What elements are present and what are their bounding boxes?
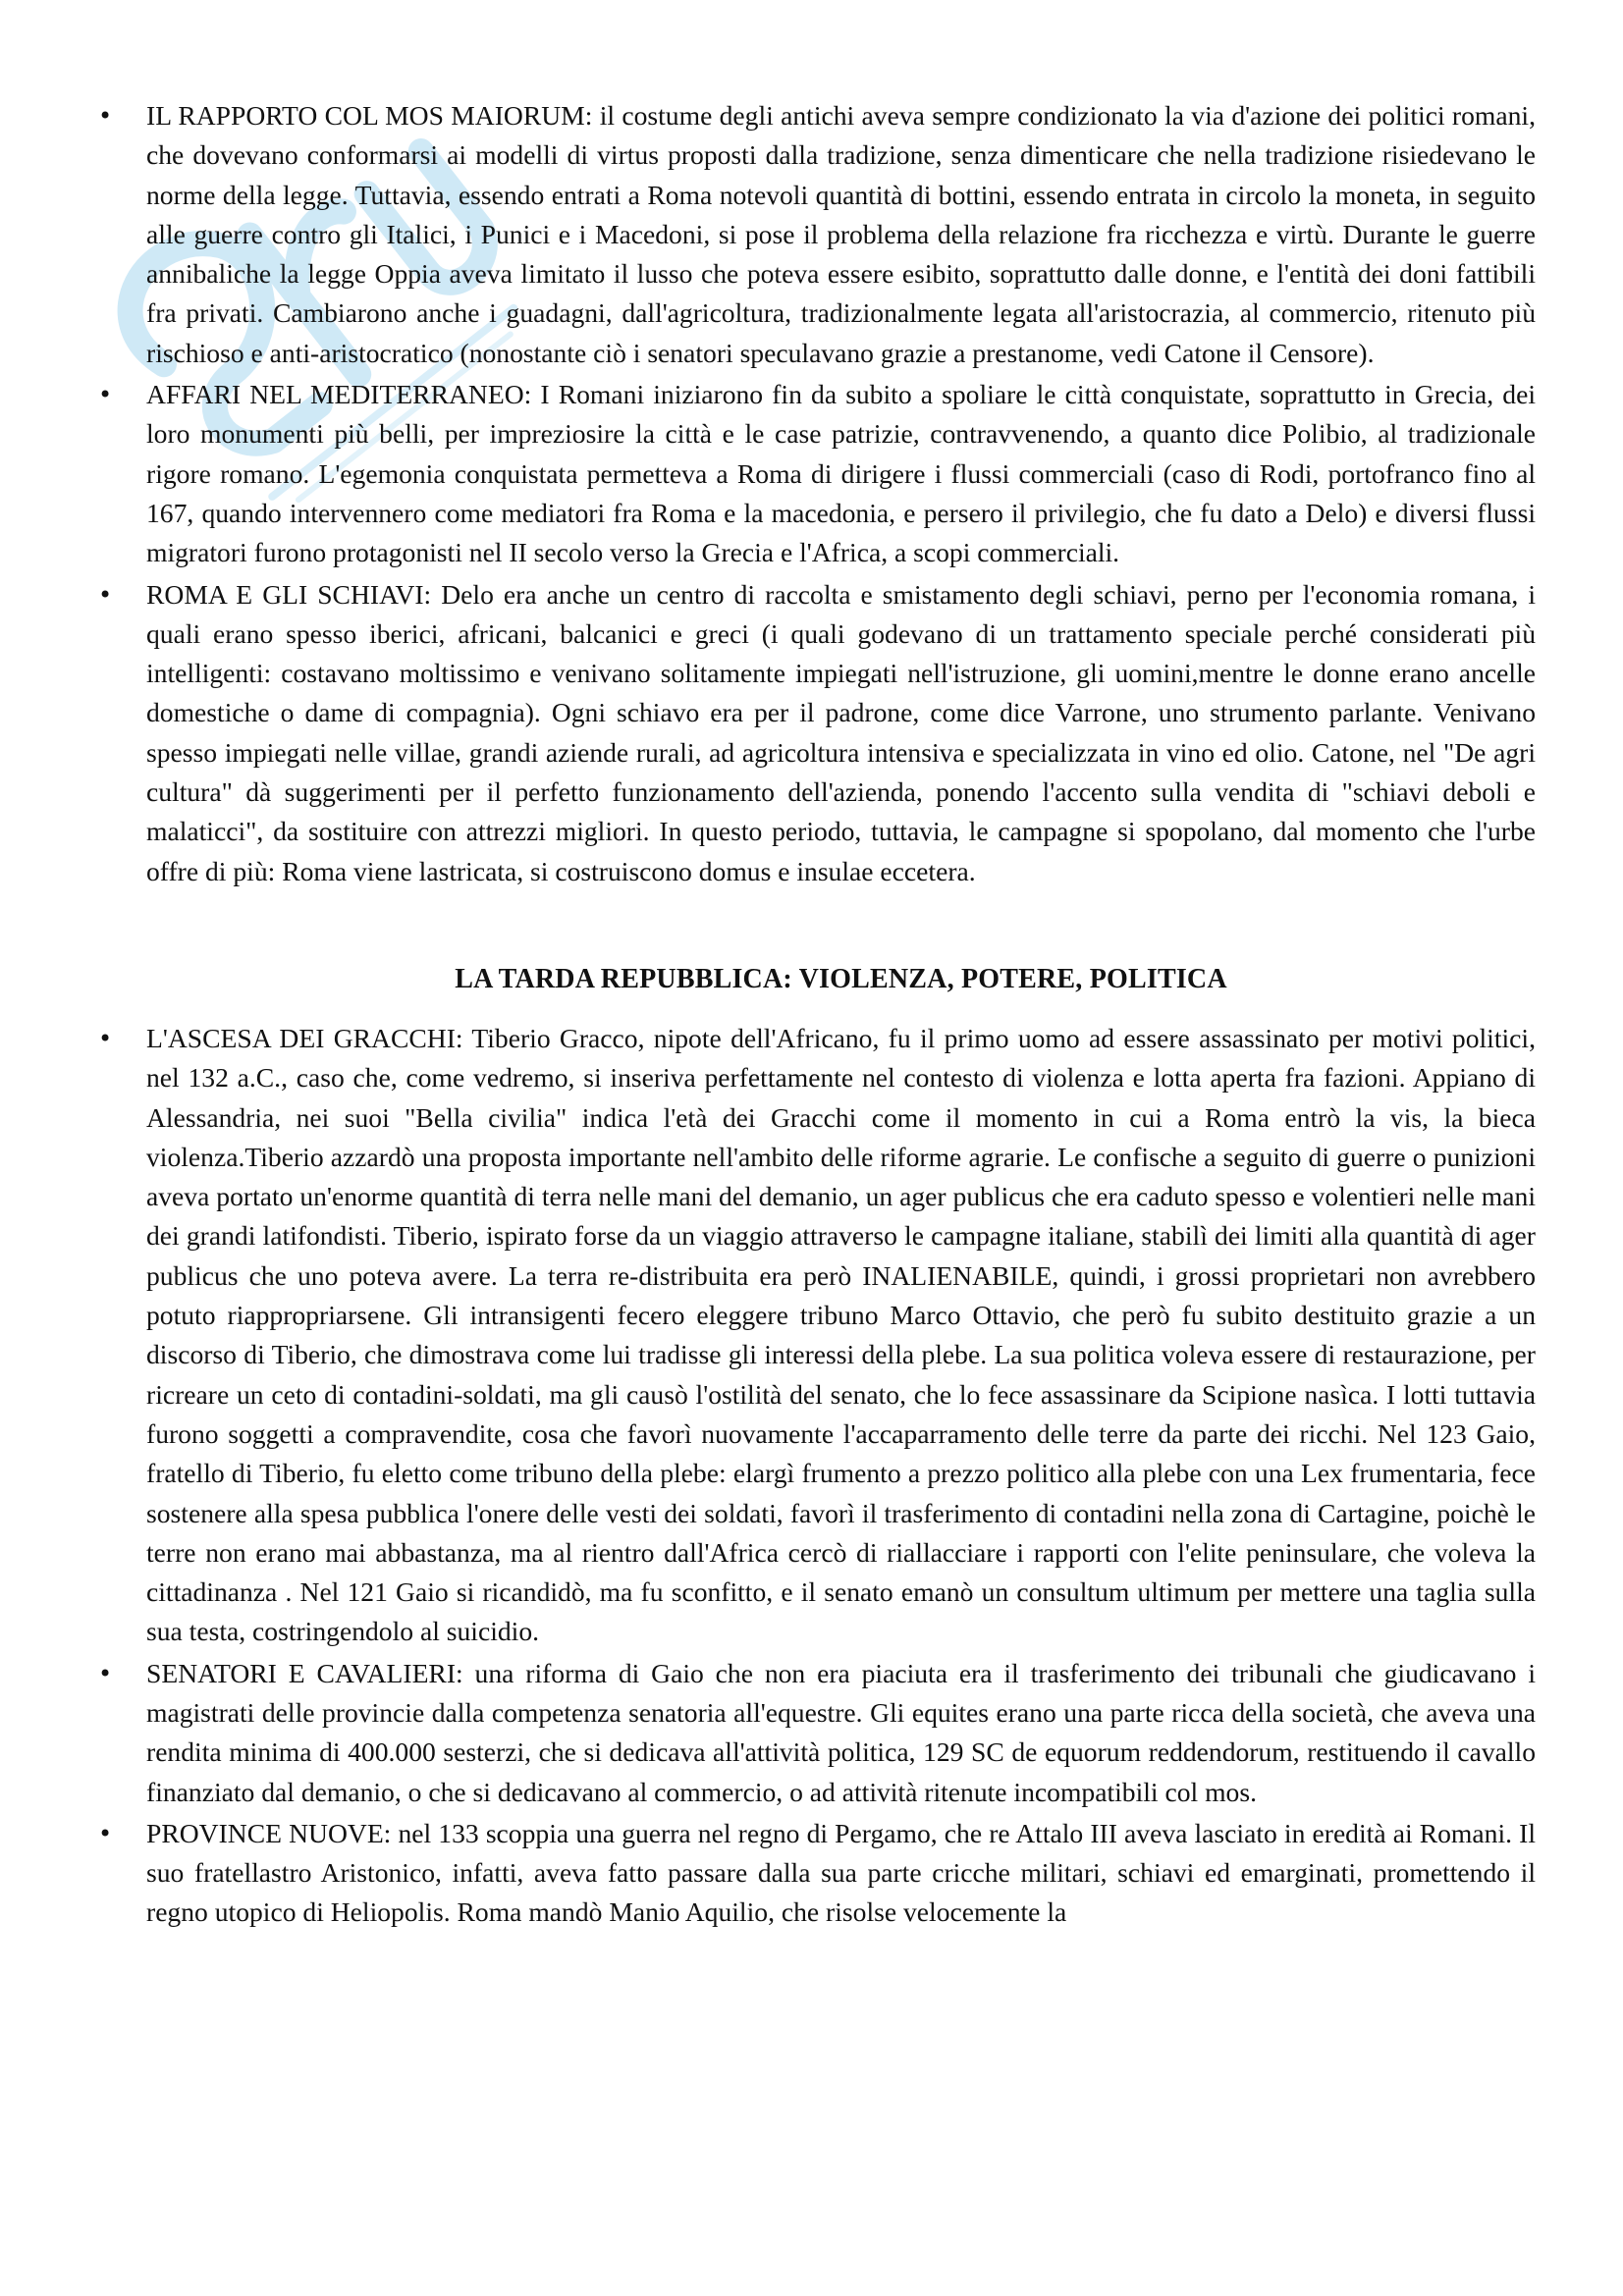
list-item: • SENATORI E CAVALIERI: una riforma di Gaio che non era piaciuta era il trasferimento dei tribunali che giudicavano i magistrati delle provincie dalla competenza senatoria all'equestre. Gli equites erano una parte ricca della società, che aveva una rendita minima di 400.000 sesterzi, che si dedicava all'attività politica, 129 SC de equorum reddendorum, restituendo il cavallo finanziato dal demanio, o che si dedicavano al commercio, o ad attività ritenute incompatibili col mos. bbox=[146, 1654, 1536, 1812]
document-page bbox=[146, 96, 1536, 1935]
section-heading: LA TARDA REPUBBLICA: VIOLENZA, POTERE, POLITICA bbox=[455, 963, 1227, 994]
list-item: • PROVINCE NUOVE: nel 133 scoppia una guerra nel regno di Pergamo, che re Attalo III aveva lasciato in eredità ai Romani. Il suo fratellastro Aristonico, infatti, aveva fatto passare dalla sua parte cricche militari, schiavi ed emarginati, promettendo il regno utopico di Heliopolis. Roma mandò Manio Aquilio, che risolse velocemente la bbox=[146, 1814, 1536, 1933]
bullet-list-section-2 bbox=[146, 1019, 1536, 1933]
list-item: • IL RAPPORTO COL MOS MAIORUM: il costume degli antichi aveva sempre condizionato la via d'azione dei politici romani, che dovevano conformarsi ai modelli di virtus proposti dalla tradizione, senza dimenticare che nella tradizione risiedevano le norme della legge. Tuttavia, essendo entrati a Roma notevoli quantità di bottini, essendo entrata in circolo la moneta, in seguito alle guerre contro gli Italici, i Punici e i Macedoni, si pose il problema della relazione fra ricchezza e virtù. Durante le guerre annibaliche la legge Oppia aveva limitato il lusso che poteva essere esibito, soprattutto dalle donne, e l'entità dei doni fattibili fra privati. Cambiarono anche i guadagni, dall'agricoltura, tradizionalmente legata all'aristocrazia, al commercio, ritenuto più rischioso e anti-aristocratico (nonostante ciò i senatori speculavano grazie a prestanome, vedi Catone il Censore). bbox=[146, 96, 1536, 373]
list-item: • L'ASCESA DEI GRACCHI: Tiberio Gracco, nipote dell'Africano, fu il primo uomo ad essere assassinato per motivi politici, nel 132 a.C., caso che, come vedremo, si inseriva perfettamente nel contesto di violenza e lotta aperta fra fazioni. Appiano di Alessandria, nei suoi "Bella civilia" indica l'età dei Gracchi come il momento in cui a Roma entrò la vis, la bieca violenza.Tiberio azzardò una proposta importante nell'ambito delle riforme agrarie. Le confische a seguito di guerre o punizioni aveva portato un'enorme quantità di terra nelle mani del demanio, un ager publicus che era caduto spesso e volentieri nelle mani dei grandi latifondisti. Tiberio, ispirato forse da un viaggio attraverso le campagne italiane, stabilì dei limiti alla quantità di ager publicus che uno poteva avere. La terra re-distribuita era però INALIENABILE, quindi, i grossi proprietari non avrebbero potuto riappropriarsene. Gli intransigenti fecero eleggere tribuno Marco Ottavio, che però fu subito destituito grazie a un discorso di Tiberio, che dimostrava come lui tradisse gli interessi della plebe. La sua politica voleva essere di restaurazione, per ricreare un ceto di contadini-soldati, ma gli causò l'ostilità del senato, che lo fece assassinare da Scipione nasìca. I lotti tuttavia furono soggetti a compravendite, cosa che favorì nuovamente l'accaparramento delle terre da parte dei ricchi. Nel 123 Gaio, fratello di Tiberio, fu eletto come tribuno della plebe: elargì frumento a prezzo politico alla plebe con una Lex frumentaria, fece sostenere alla spesa pubblica l'onere delle vesti dei soldati, favorì il trasferimento di contadini nella zona di Cartagine, poichè le terre non erano mai abbastanza, ma al rientro dall'Africa cercò di riallacciare i rapporti con l'elite peninsulare, che voleva la cittadinanza . Nel 121 Gaio si ricandidò, ma fu sconfitto, e il senato emanò un consultum ultimum per mettere una taglia sulla sua testa, costringendolo al suicidio. bbox=[146, 1019, 1536, 1652]
list-item: • ROMA E GLI SCHIAVI: Delo era anche un centro di raccolta e smistamento degli schiavi, perno per l'economia romana, i quali erano spesso iberici, africani, balcanici e greci (i quali godevano di un trattamento speciale perché considerati più intelligenti: costavano moltissimo e venivano solitamente impiegati nell'istruzione, gli uomini,mentre le donne erano ancelle domestiche o dame di compagnia). Ogni schiavo era per il padrone, come dice Varrone, uno strumento parlante. Venivano spesso impiegati nelle villae, grandi aziende rurali, ad agricoltura intensiva e specializzata in vino ed olio. Catone, nel "De agri cultura" dà suggerimenti per il perfetto funzionamento dell'azienda, ponendo l'accento sulla vendita di "schiavi deboli e malaticci", da sostituire con attrezzi migliori. In questo periodo, tuttavia, le campagne si spopolano, dal momento che l'urbe offre di più: Roma viene lastricata, si costruiscono domus e insulae eccetera. bbox=[146, 575, 1536, 891]
bullet-list-section-1 bbox=[146, 96, 1536, 891]
list-item: • AFFARI NEL MEDITERRANEO: I Romani iniziarono fin da subito a spoliare le città conquistate, soprattutto in Grecia, dei loro monumenti più belli, per impreziosire la città e le case patrizie, contravvenendo, a quanto dice Polibio, al tradizionale rigore romano. L'egemonia conquistata permetteva a Roma di dirigere i flussi commerciali (caso di Rodi, portofranco fino al 167, quando intervennero come mediatori fra Roma e la macedonia, e persero il privilegio, che fu dato a Delo) e diversi flussi migratori furono protagonisti nel II secolo verso la Grecia e l'Africa, a scopi commerciali. bbox=[146, 375, 1536, 572]
